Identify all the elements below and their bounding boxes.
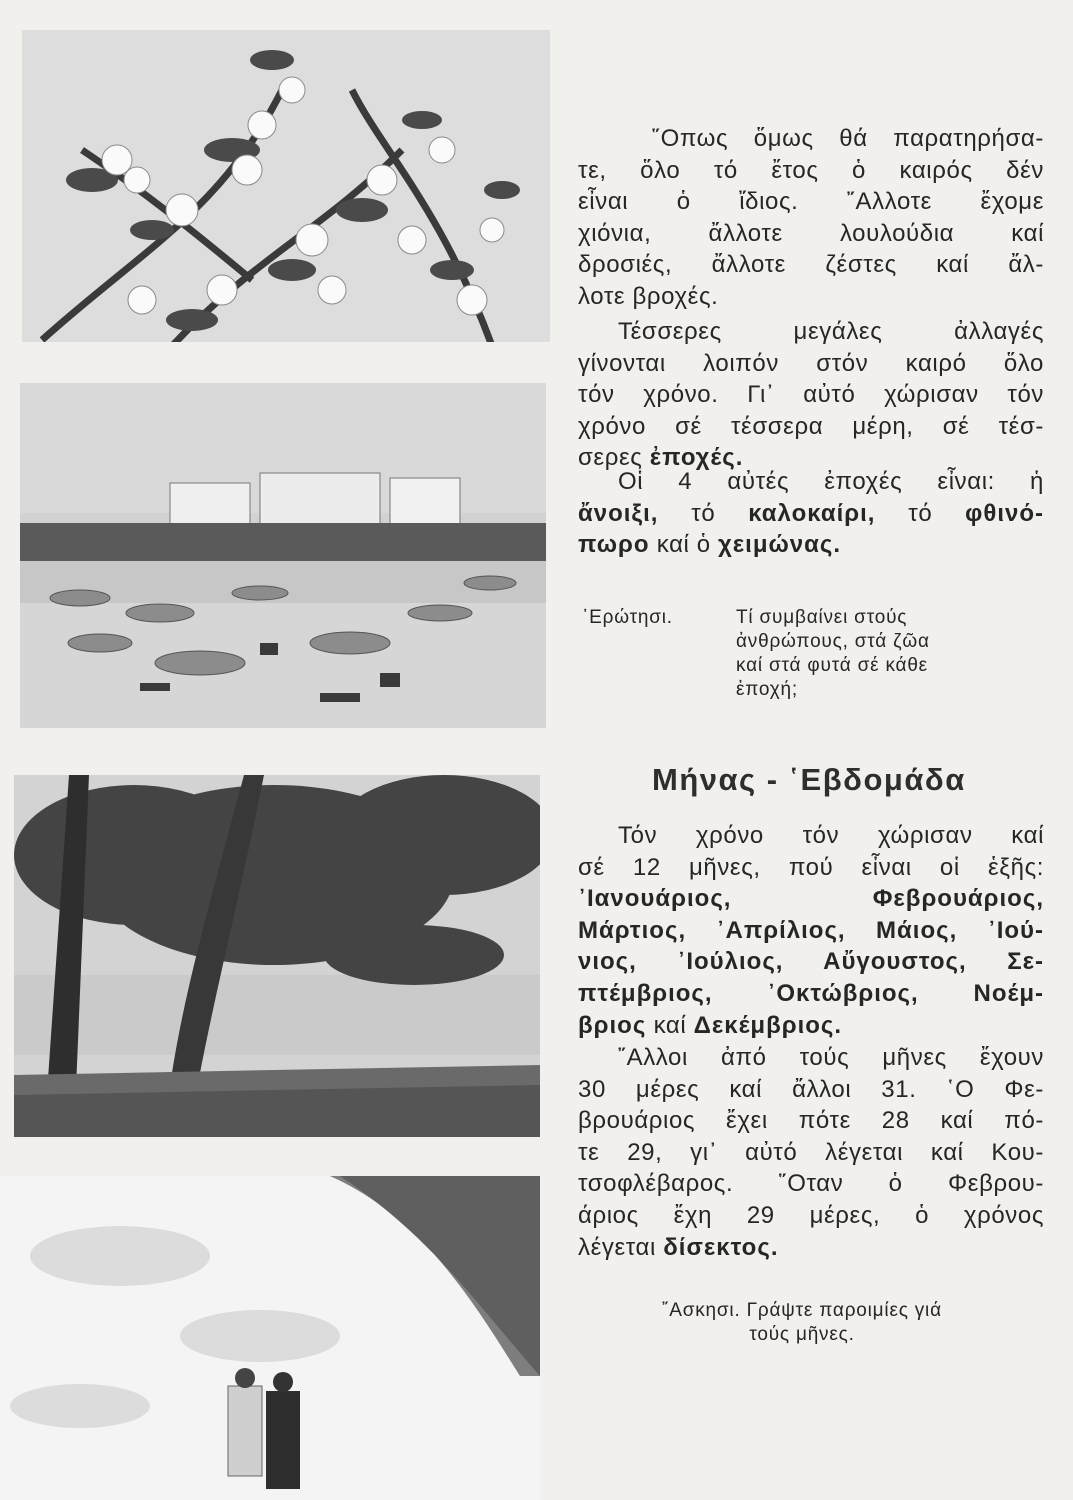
text-line: Μάρτιος, ᾿Απρίλιος, Μάιος, ᾿Ιού- bbox=[578, 916, 1044, 944]
term-winter: χειμώνας. bbox=[717, 531, 842, 559]
text-line: σέ 12 μῆνες, πού εἶναι οἱ ἑξῆς: bbox=[578, 853, 1044, 881]
text-fragment: καί ὁ bbox=[649, 531, 718, 559]
text-line: Τέσσερες μεγάλες ἀλλαγές bbox=[618, 318, 1044, 345]
text-line: ἀνθρώπους, στά ζῶα bbox=[736, 631, 930, 652]
exercise-box bbox=[612, 1299, 992, 1347]
text-line: χιόνια, ἄλλοτε λουλούδια καί bbox=[578, 219, 1044, 247]
question-label: ᾿Ερώτησι. bbox=[582, 607, 673, 628]
photo-autumn-trees bbox=[14, 775, 540, 1137]
text-line: βρουάριος ἔχει πότε 28 καί πό- bbox=[578, 1107, 1044, 1135]
text-line: τόν χρόνο. Γι᾿ αὐτό χώρισαν τόν bbox=[578, 381, 1044, 409]
text-line: Οἱ 4 αὐτές ἐποχές εἶναι: ἡ bbox=[618, 468, 1044, 495]
term-autumn: φθινό- bbox=[965, 499, 1044, 527]
question-text bbox=[736, 606, 1012, 702]
paragraph-months bbox=[578, 820, 1044, 1041]
text-line bbox=[578, 529, 1044, 561]
term-seasons: ἐποχές. bbox=[649, 444, 744, 472]
text-line: τούς μῆνες. bbox=[749, 1324, 855, 1345]
text-line bbox=[612, 1299, 992, 1323]
paragraph-four-changes bbox=[578, 316, 1044, 474]
photo-summer-beach bbox=[20, 383, 546, 728]
text-line bbox=[578, 1232, 1044, 1264]
text-line: λοτε βροχές. bbox=[578, 282, 719, 310]
paragraph-month-days bbox=[578, 1042, 1044, 1263]
text-fragment: λέγεται bbox=[578, 1233, 664, 1261]
text-line: ῞Οπως ὅμως θά παρατηρήσα- bbox=[652, 125, 1044, 152]
text-line: Τόν χρόνο τόν χώρισαν καί bbox=[618, 822, 1044, 849]
text-line: ἐποχή; bbox=[736, 679, 798, 700]
exercise-text: Γράψτε παροιμίες γιά bbox=[740, 1300, 942, 1321]
term-leap-year: δίσεκτος. bbox=[663, 1233, 779, 1261]
text-line: ᾿Ιανουάριος, Φεβρουάριος, bbox=[578, 885, 1044, 913]
text-line: ῎Αλλοι ἀπό τούς μῆνες ἔχουν bbox=[618, 1044, 1044, 1071]
text-fragment: τό bbox=[875, 499, 966, 527]
term-december: Δεκέμβριος. bbox=[693, 1011, 843, 1039]
paragraph-weather-changes bbox=[578, 123, 1044, 313]
text-line: νιος, ᾿Ιούλιος, Αὔγουστος, Σε- bbox=[578, 948, 1044, 976]
term-autumn-cont: πωρο bbox=[578, 531, 650, 559]
text-line: τσοφλέβαρος. ῞Οταν ὁ Φεβρου- bbox=[578, 1170, 1044, 1198]
text-line bbox=[578, 498, 1044, 530]
text-line: καί στά φυτά σέ κάθε bbox=[736, 655, 928, 676]
text-line: γίνονται λοιπόν στόν καιρό ὅλο bbox=[578, 349, 1044, 377]
text-fragment: σερες bbox=[578, 444, 643, 472]
text-line: άριος ἔχη 29 μέρες, ὁ χρόνος bbox=[578, 1201, 1044, 1229]
text-line bbox=[578, 1010, 1044, 1042]
text-line: πτέμβριος, ᾿Οκτώβριος, Νοέμ- bbox=[578, 979, 1044, 1007]
text-line: 30 μέρες καί ἄλλοι 31. ῾Ο Φε- bbox=[578, 1075, 1044, 1103]
photo-winter-snow bbox=[0, 1176, 540, 1500]
text-line: τε, ὅλο τό ἔτος ὁ καιρός δέν bbox=[578, 156, 1044, 184]
text-line: Τί συμβαίνει στούς bbox=[736, 607, 908, 628]
text-line: χρόνο σέ τέσσερα μέρη, σέ τέσ- bbox=[578, 412, 1044, 440]
exercise-label: ῎Ασκησι. bbox=[662, 1300, 741, 1321]
paragraph-seasons-list bbox=[578, 466, 1044, 561]
term-spring: ἄνοιξι, bbox=[578, 499, 659, 527]
text-fragment: καί bbox=[646, 1011, 694, 1039]
text-line: τε 29, γι᾿ αὐτό λέγεται καί Κου- bbox=[578, 1138, 1044, 1166]
text-line: δροσιές, ἄλλοτε ζέστες καί ἄλ- bbox=[578, 251, 1044, 279]
term-summer: καλοκαίρι, bbox=[748, 499, 876, 527]
term-november-cont: βριος bbox=[578, 1011, 647, 1039]
photo-spring-blossoms bbox=[22, 30, 550, 346]
text-line: εἶναι ὁ ἴδιος. ῎Αλλοτε ἔχομε bbox=[578, 188, 1044, 216]
section-heading: Μήνας - ῾Εβδομάδα bbox=[652, 762, 966, 797]
text-fragment: τό bbox=[658, 499, 749, 527]
